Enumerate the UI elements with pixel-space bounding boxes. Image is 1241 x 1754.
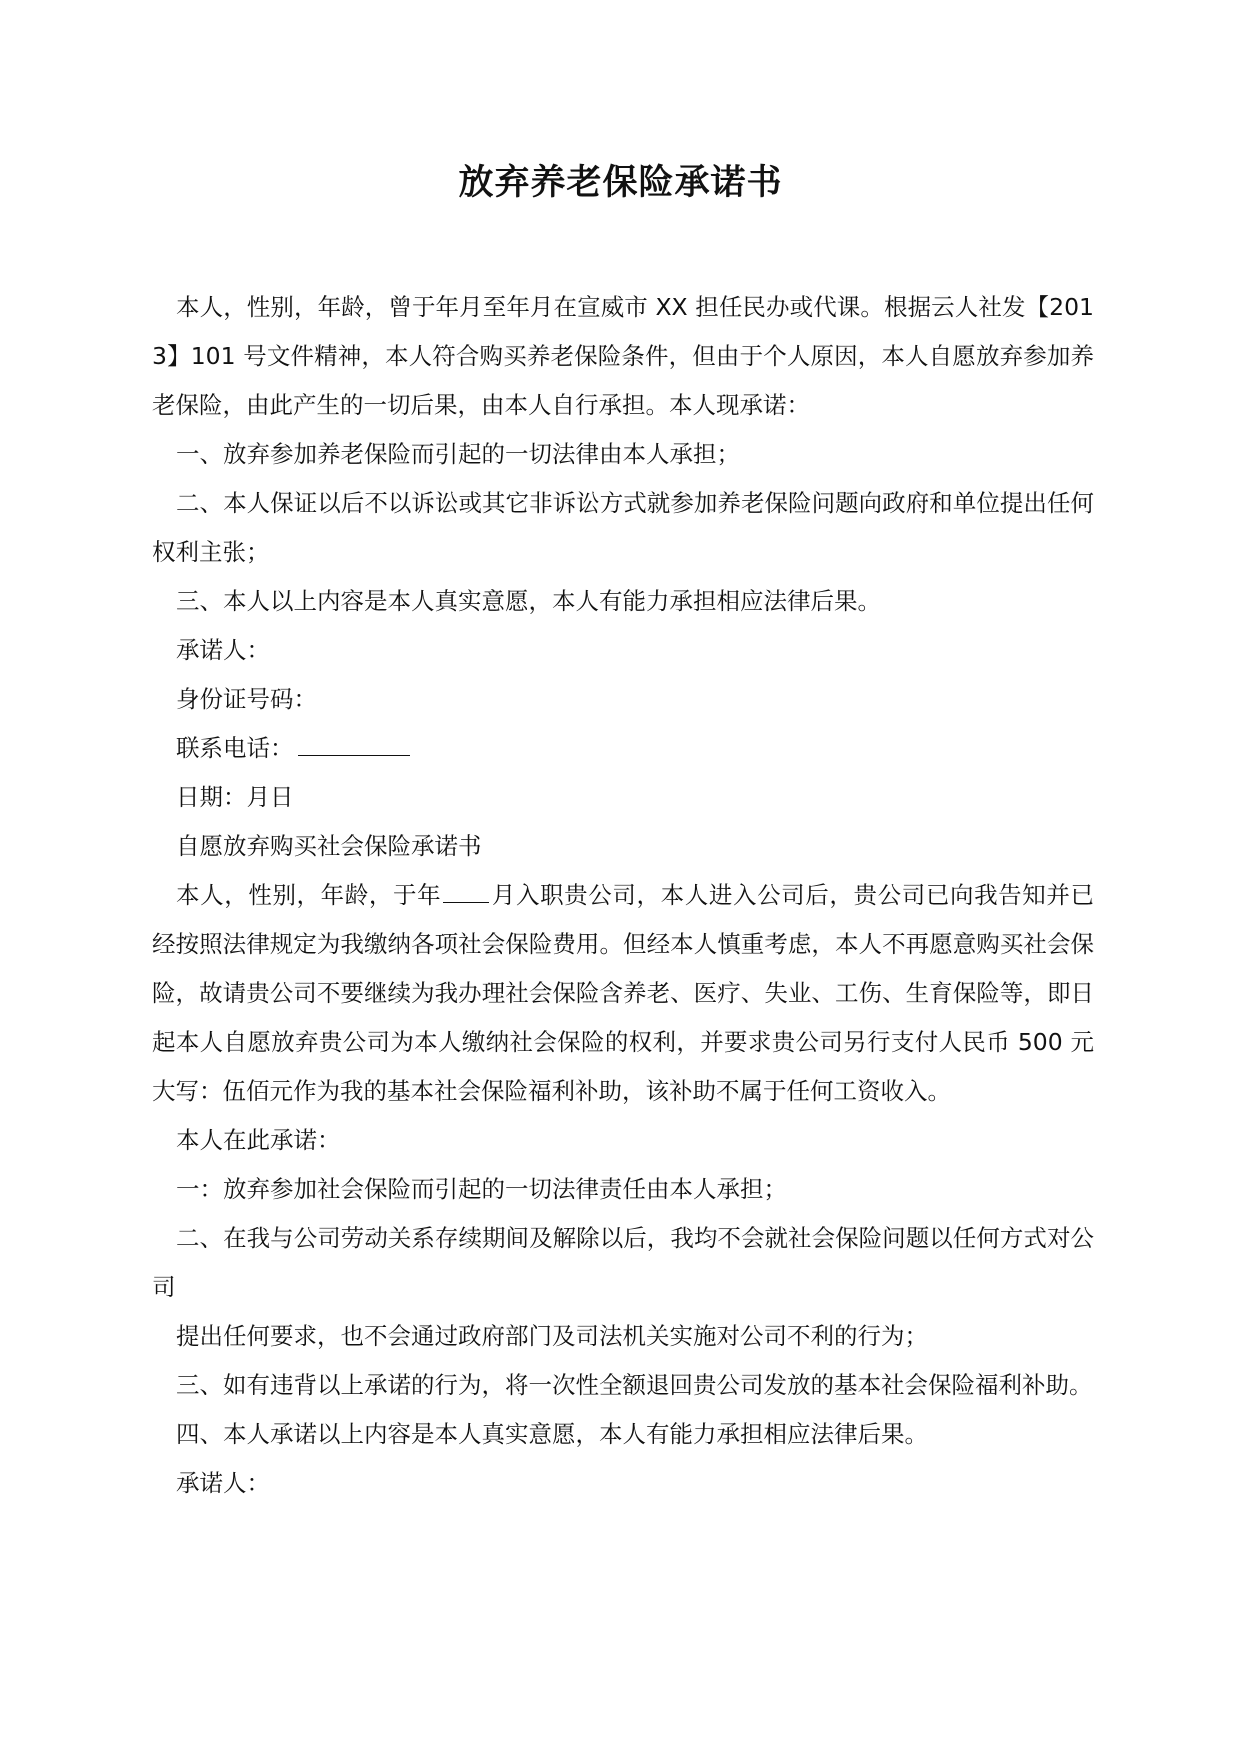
paragraph-social-insurance-start: 本人，性别，年龄，于年 <box>176 881 442 909</box>
id-number-label: 身份证号码： <box>176 685 317 713</box>
paragraph-social-insurance <box>152 871 1094 1116</box>
social-commitment-item-2-continued: 提出任何要求，也不会通过政府部门及司法机关实施对公司不利的行为； <box>176 1322 928 1350</box>
commitment-heading: 本人在此承诺： <box>176 1126 341 1154</box>
social-commitment-item-3: 三、如有违背以上承诺的行为，将一次性全额退回贵公司发放的基本社会保险福利补助。 <box>176 1371 1093 1399</box>
social-commitment-item-4: 四、本人承诺以上内容是本人真实意愿，本人有能力承担相应法律后果。 <box>176 1420 928 1448</box>
social-commitment-item-2: 二、在我与公司劳动关系存续期间及解除以后，我均不会就社会保险问题以任何方式对公司 <box>152 1224 1094 1301</box>
paragraph-intro: 本人，性别，年龄，曾于年月至年月在宣威市 XX 担任民办或代课。根据云人社发【2013】101 号文件精神，本人符合购买养老保险条件，但由于个人原因，本人自愿放弃参加养老保险，由此产生的一切后果，由本人自行承担。本人现承诺： <box>152 293 1094 419</box>
phone-label: 联系电话： <box>176 734 294 762</box>
commitment-item-1: 一、放弃参加养老保险而引起的一切法律由本人承担； <box>176 440 740 468</box>
second-document-title: 自愿放弃购买社会保险承诺书 <box>176 832 482 860</box>
document-title: 放弃养老保险承诺书 <box>458 163 783 203</box>
signer-label-2: 承诺人： <box>176 1469 270 1497</box>
document-body <box>152 283 1094 1508</box>
paragraph-social-insurance-rest: 月入职贵公司，本人进入公司后，贵公司已向我告知并已经按照法律规定为我缴纳各项社会保险费用。但经本人慎重考虑，本人不再愿意购买社会保险，故请贵公司不要继续为我办理社会保险含养老、医疗、失业、工伤、生育保险等，即日起本人自愿放弃贵公司为本人缴纳社会保险的权利，并要求贵公司另行支付人民币 500 元大写：伍佰元作为我的基本社会保险福利补助，该补助不属于任何工资收入。 <box>152 881 1095 1105</box>
signer-label: 承诺人： <box>176 636 270 664</box>
commitment-item-3: 三、本人以上内容是本人真实意愿，本人有能力承担相应法律后果。 <box>176 587 881 615</box>
social-commitment-item-1: 一：放弃参加社会保险而引起的一切法律责任由本人承担； <box>176 1175 787 1203</box>
month-blank <box>443 880 489 903</box>
phone-line <box>152 724 1094 773</box>
commitment-item-2: 二、本人保证以后不以诉讼或其它非诉讼方式就参加养老保险问题向政府和单位提出任何权利主张； <box>152 489 1094 566</box>
date-label: 日期：月日 <box>176 783 294 811</box>
phone-blank <box>298 733 410 756</box>
